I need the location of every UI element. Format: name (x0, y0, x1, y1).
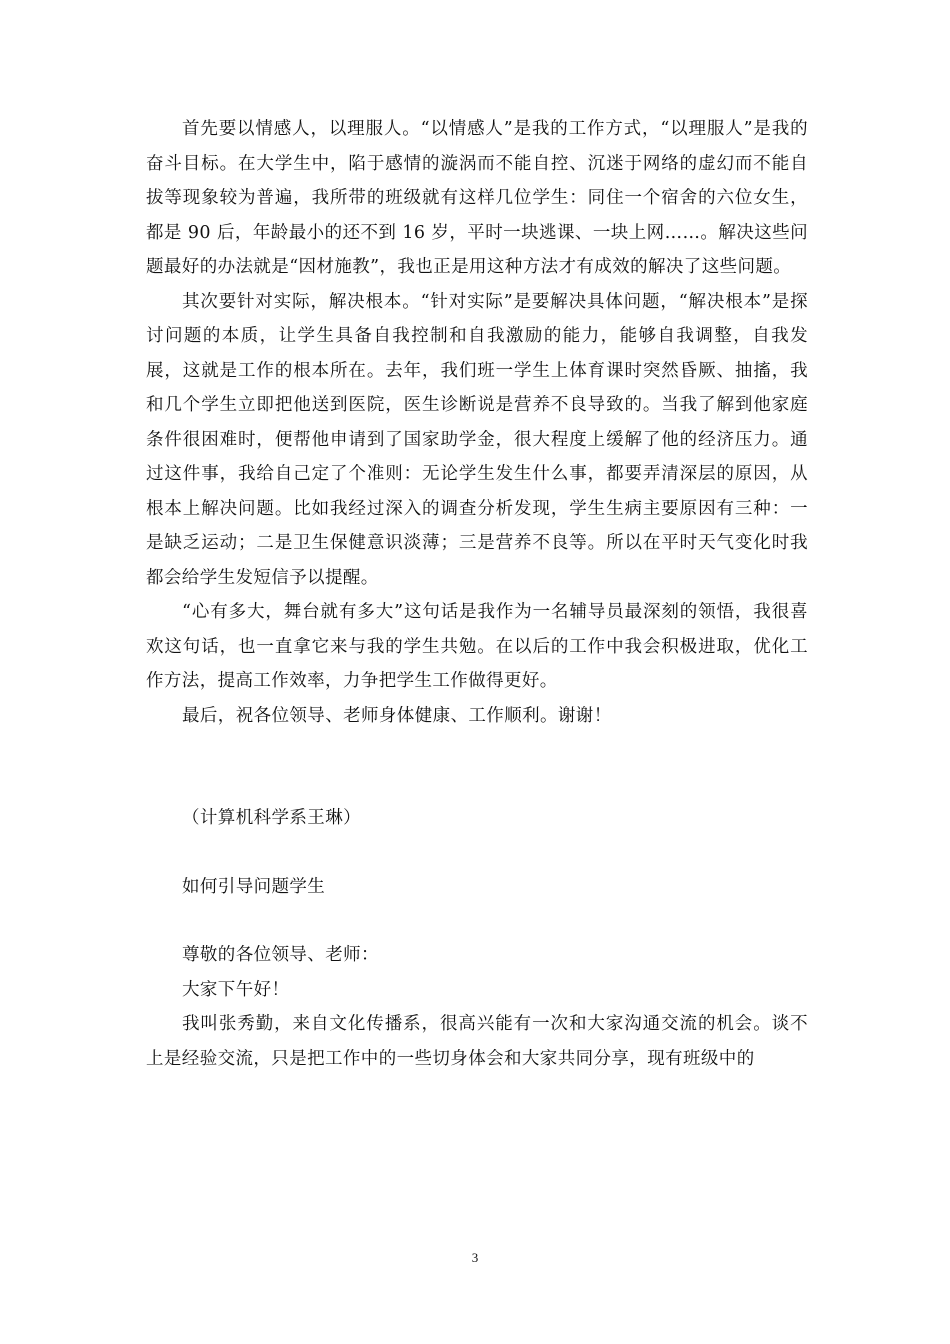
paragraph-emotion-reason: 首先要以情感人，以理服人。“以情感人”是我的工作方式，“以理服人”是我的奋斗目标。在大学生中，陷于感情的漩涡而不能自控、沉迷于网络的虚幻而不能自拔等现象较为普遍，我所带的班级就有这样几位学生：同住一个宿舍的六位女生，都是 90 后，年龄最小的还不到 16 岁，平时一块逃课、一块上网……。解决这些问题最好的办法就是“因材施教”，我也正是用这种方法才有成效的解决了这些问题。 (146, 119, 808, 277)
paragraph-closing-wishes: 最后，祝各位领导、老师身体健康、工作顺利。谢谢！ (182, 705, 612, 726)
salutation: 尊敬的各位领导、老师： (182, 945, 379, 965)
spacer (146, 836, 808, 870)
spacer (146, 904, 808, 938)
page-number: 3 (471, 1250, 479, 1265)
paragraph-stage-quote: “心有多大，舞台就有多大”这句话是我作为一名辅导员最深刻的领悟，我很喜欢这句话，也一直拿它来与我的学生共勉。在以后的工作中我会积极进取，优化工作方法，提高工作效率，力争把学生工作做得更好。 (146, 602, 808, 691)
spacer (146, 733, 808, 801)
paragraph-introduction: 我叫张秀勤，来自文化传播系，很高兴能有一次和大家沟通交流的机会。谈不上是经验交流，只是把工作中的一些切身体会和大家共同分享，现有班级中的 (146, 1014, 808, 1069)
document-body (146, 112, 808, 1076)
author-attribution: （计算机科学系王琳） (182, 808, 361, 828)
speech-title: 如何引导问题学生 (182, 876, 326, 897)
paragraph-address-root: 其次要针对实际，解决根本。“针对实际”是要解决具体问题，“解决根本”是探讨问题的本质，让学生具备自我控制和自我激励的能力，能够自我调整，自我发展，这就是工作的根本所在。去年，我们班一学生上体育课时突然昏厥、抽搐，我和几个学生立即把他送到医院，医生诊断说是营养不良导致的。当我了解到他家庭条件很困难时，便帮他申请到了国家助学金，很大程度上缓解了他的经济压力。通过这件事，我给自己定了个准则：无论学生发生什么事，都要弄清深层的原因，从根本上解决问题。比如我经过深入的调查分析发现，学生生病主要原因有三种：一是缺乏运动；二是卫生保健意识淡薄；三是营养不良等。所以在平时天气变化时我都会给学生发短信予以提醒。 (146, 291, 808, 588)
greeting: 大家下午好！ (182, 979, 290, 1000)
